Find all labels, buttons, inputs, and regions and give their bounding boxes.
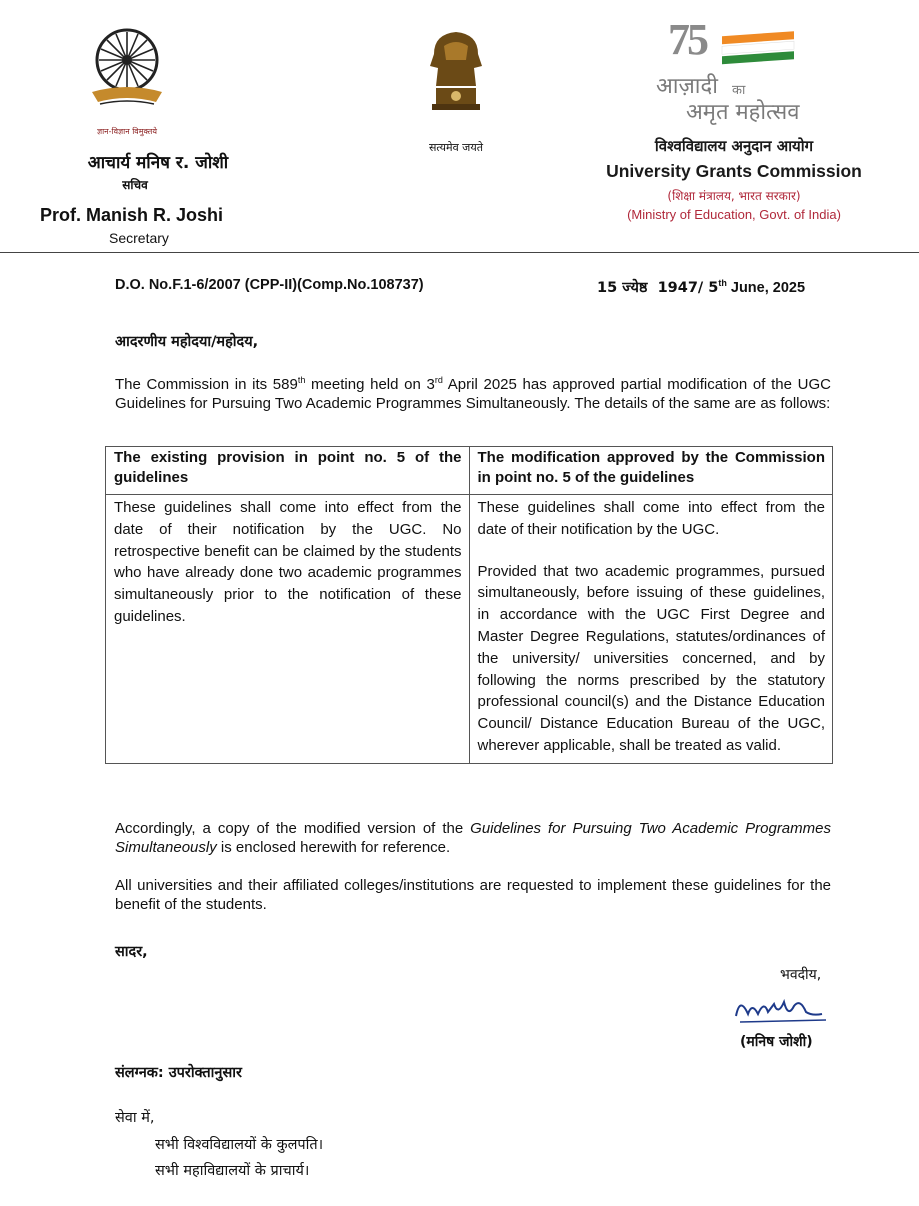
secretary-title-english: Secretary [109,230,169,246]
org-name-english: University Grants Commission [606,161,862,181]
azadi-line-1: आज़ादी [656,74,718,99]
closing: सादर, [115,944,148,960]
signature [730,990,830,1030]
recipient-vice-chancellors: सभी विश्वविद्यालयों के कुलपति। [155,1137,324,1153]
ministry-english: (Ministry of Education, Govt. of India) [627,207,841,222]
request-paragraph: All universities and their affiliated colleges/institutions are requested to implement these guidelines for the benefit of the students. [115,877,831,913]
enclosure-note: संलग्नक: उपरोक्तानुसार [115,1065,242,1081]
enclosure-paragraph: Accordingly, a copy of the modified version of the Guidelines for Pursuing Two Academic Programmes Simultaneously is enclosed herewith for reference. [115,820,831,856]
to-label: सेवा में, [115,1110,155,1126]
reference-number: D.O. No.F.1-6/2007 (CPP-II)(Comp.No.108737) [115,277,424,293]
table-header-row [106,447,833,495]
modification-text-2: Provided that two academic programmes, pursued simultaneously, before issuing of these guidelines, in accordance with the UGC First Degree and Master Degree Regulations, statutes/ordinances of the university/ universities concerned, and by following the norms prescribed by the statutory professional council(s) and the Distance Education Council/ Distance Education Bureau of the UGC, wherever applicable, shall be treated as valid. [477,562,825,754]
ministry-hindi: (शिक्षा मंत्रालय, भारत सरकार) [667,189,801,203]
modification-text-1: These guidelines shall come into effect from the date of their notification by the UGC. [477,499,825,538]
azadi-75: 75 [668,15,706,64]
intro-paragraph: The Commission in its 589th meeting held on 3rd April 2025 has approved partial modification of the UGC Guidelines for Pursuing Two Academic Programmes Simultaneously. The details of the same are as follows: [115,375,832,412]
header-divider [0,252,919,253]
secretary-name-english: Prof. Manish R. Joshi [40,205,224,225]
ashoka-emblem [414,26,498,136]
header-modification: The modification approved by the Commission in point no. 5 of the guidelines [469,447,833,495]
secretary-title-hindi: सचिव [122,178,148,192]
yours-faithfully: भवदीय, [780,967,822,983]
existing-provision-text: These guidelines shall come into effect from the date of their notification by the UGC. No retrospective benefit can be claimed by the students who have already done two academic programmes simultaneously prior to the notification of these guidelines. [106,495,470,764]
modification-text [469,495,833,764]
modification-table [105,446,833,764]
secretary-name-hindi: आचार्य मनिष र. जोशी [87,153,229,173]
table-row [106,495,833,764]
header-existing-provision: The existing provision in point no. 5 of the guidelines [106,447,470,495]
ugc-chakra-emblem [86,22,168,122]
salutation: आदरणीय महोदया/महोदय, [115,334,259,350]
letter-date: 15 ज्येष्ठ 1947/ 5th June, 2025 [597,278,806,296]
azadi-ka: का [732,83,746,98]
org-name-hindi: विश्वविद्यालय अनुदान आयोग [654,137,814,155]
azadi-line-2: अमृत महोत्सव [686,100,800,125]
recipient-principals: सभी महाविद्यालयों के प्राचार्य। [155,1163,310,1179]
ugc-motto: ज्ञान-विज्ञान विमुक्तये [96,127,158,136]
signatory-name: (मनिष जोशी) [740,1034,813,1050]
national-motto: सत्यमेव जयते [428,141,483,154]
